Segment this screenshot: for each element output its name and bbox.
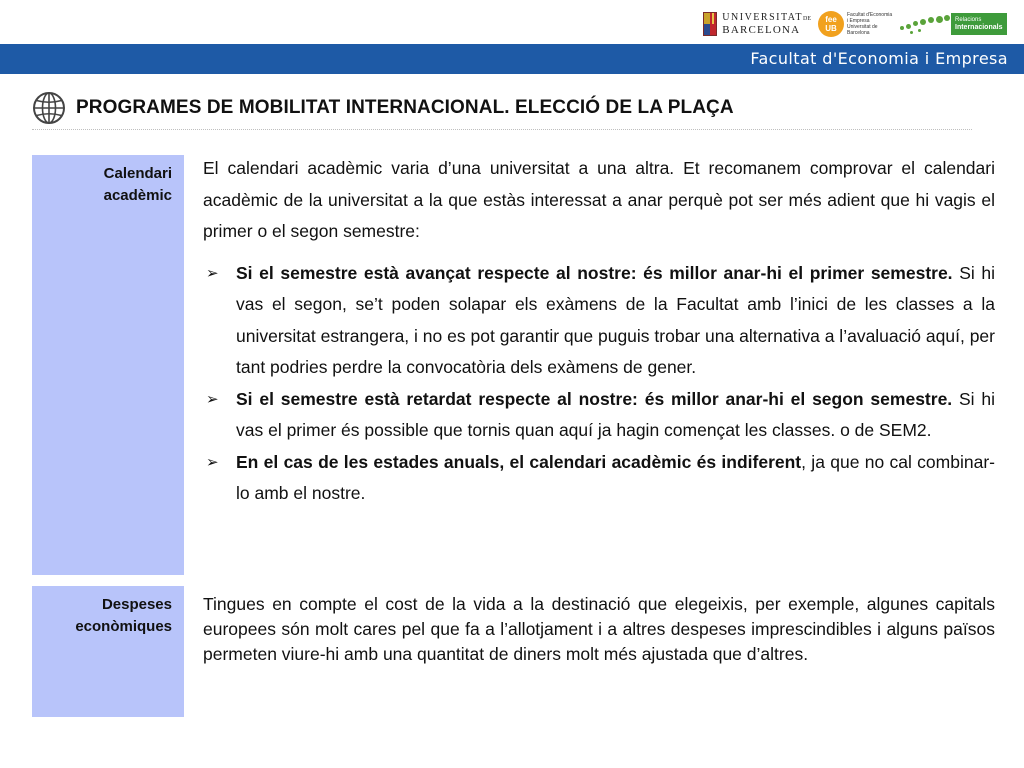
bullet-text: Si hi vas el segon, se’t poden solapar els exàmens de la Facultat amb l’inici de les classes a la universitat estrangera, i no es pot garantir que puguis trobar una alternativa a l’avaluació aquí, per tant podries perdre la convocatòria dels exàmens de gener. bbox=[236, 262, 996, 377]
fee-badge-top: fee bbox=[825, 15, 837, 24]
fee-badge-icon bbox=[818, 11, 844, 37]
sidebar-label-calendari bbox=[32, 155, 184, 575]
ri-label-box bbox=[951, 13, 1007, 35]
calendari-bullet-list bbox=[203, 258, 995, 510]
ri-line2: Internacionals bbox=[955, 24, 1003, 31]
relacions-internacionals-logo[interactable] bbox=[898, 12, 1008, 38]
arrow-bullet-icon: ➢ bbox=[206, 390, 219, 408]
bullet-text: Si hi vas el primer és possible que tornis quan aquí ja hagin començat les classes. o de SEM2. bbox=[236, 388, 996, 440]
calendari-intro: El calendari acadèmic varia d’una universitat a una altra. Et recomanem comprovar el calendari acadèmic de la universitat a la que estàs interessat a anar perquè pot ser més adient que hi vagis el primer o el segon semestre: bbox=[203, 158, 995, 241]
faculty-name: Facultat d'Economia i Empresa bbox=[750, 49, 1008, 68]
list-item bbox=[203, 447, 995, 510]
section-calendari-content bbox=[203, 153, 995, 510]
sidebar-label-line2: econòmiques bbox=[75, 618, 172, 635]
fee-ub-logo[interactable] bbox=[818, 9, 894, 39]
fee-badge-bottom: UB bbox=[825, 24, 837, 33]
sidebar-label-line1: Despeses bbox=[101, 596, 172, 613]
list-item bbox=[203, 258, 995, 384]
section-despeses-content bbox=[203, 592, 995, 667]
bullet-bold-text: Si el semestre està avançat respecte al nostre: és millor anar-hi el primer semestre. bbox=[236, 262, 953, 283]
sidebar-label-despeses bbox=[32, 586, 184, 717]
fee-logo-text: Facultat d'Economia i Empresa Universitat de Barcelona bbox=[847, 12, 893, 36]
arrow-bullet-icon: ➢ bbox=[206, 264, 219, 282]
list-item bbox=[203, 384, 995, 447]
bullet-text: , ja que no cal combinar-lo amb el nostre. bbox=[236, 451, 995, 503]
bullet-bold-text: En el cas de les estades anuals, el calendari acadèmic és indiferent bbox=[236, 451, 802, 472]
university-barcelona-logo[interactable] bbox=[703, 10, 811, 38]
sidebar-label-line1: Calendari bbox=[103, 165, 172, 182]
ri-line1: Relacions bbox=[955, 17, 982, 23]
logo-strip bbox=[0, 0, 1024, 44]
globe-icon bbox=[32, 91, 66, 125]
header-bar bbox=[0, 44, 1024, 74]
ub-shield-icon bbox=[703, 12, 717, 36]
sidebar-label-line2: acadèmic bbox=[103, 187, 172, 204]
ub-logo-line1: UNIVERSITAT bbox=[722, 11, 803, 23]
title-row bbox=[32, 86, 972, 130]
dots-icon bbox=[898, 12, 950, 36]
bullet-bold-text: Si el semestre està retardat respecte al nostre: és millor anar-hi el segon semestre. bbox=[236, 388, 953, 409]
ub-logo-text bbox=[722, 13, 811, 36]
ub-logo-line2: BARCELONA bbox=[722, 23, 801, 36]
despeses-body: Tingues en compte el cost de la vida a la destinació que elegeixis, per exemple, algunes capitals europees són molt cares pel que fa a l’allotjament i a altres despeses imprescindibles i alguns països permeten viure-hi amb una quantitat de diners molt més ajustada que d’altres. bbox=[203, 594, 995, 664]
arrow-bullet-icon: ➢ bbox=[206, 453, 219, 471]
ub-logo-line1-small: DE bbox=[803, 15, 811, 22]
page-title: PROGRAMES DE MOBILITAT INTERNACIONAL. ELECCIÓ DE LA PLAÇA bbox=[76, 96, 734, 118]
